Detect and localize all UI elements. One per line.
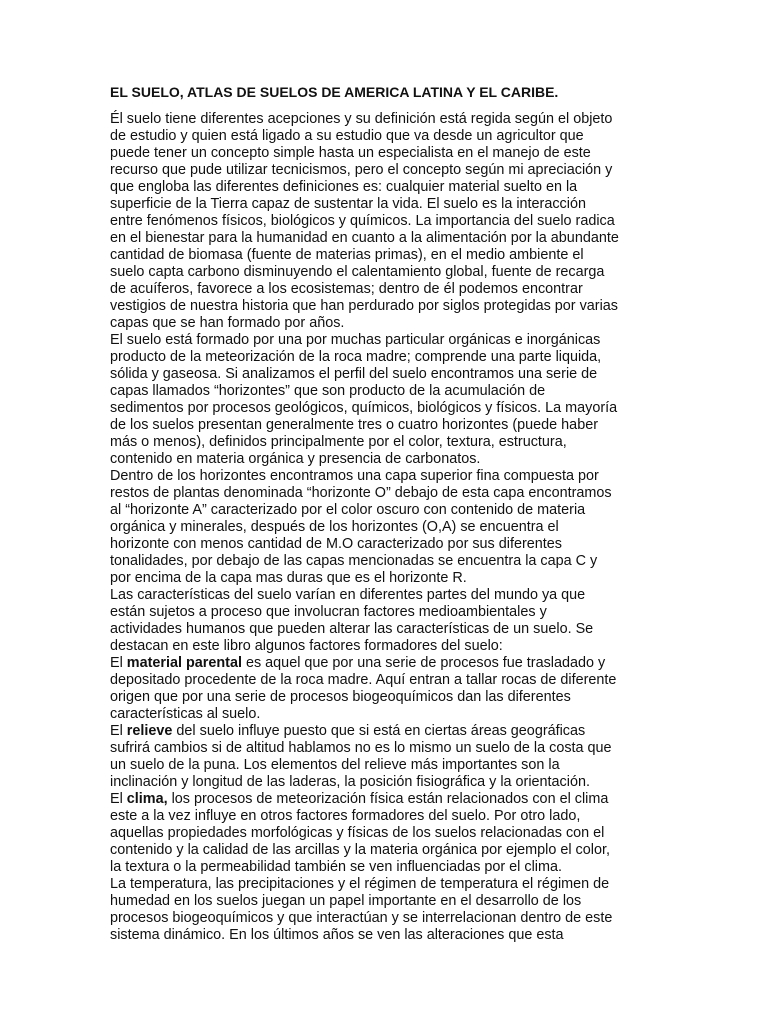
text-line: más o menos), definidos principalmente por el color, textura, estructura, [110,434,567,450]
text-line: en el bienestar para la humanidad en cuanto a la alimentación por la abundante [110,230,619,246]
text-run: es aquel que por una serie de procesos fue trasladado y [241,655,606,671]
text-line: Las características del suelo varían en diferentes partes del mundo ya que [110,587,586,603]
text-line: cantidad de biomasa (fuente de materias primas), en el medio ambiente el [110,247,584,263]
document-page [110,84,662,944]
text-run: del suelo influye puesto que si está en ciertas áreas geográficas [172,723,586,739]
text-line: de estudio y quien está ligado a su estudio que va desde un agricultor que [110,128,584,144]
text-line: sedimentos por procesos geológicos, químicos, biológicos y físicos. La mayoría [110,400,618,416]
text-line: La temperatura, las precipitaciones y el régimen de temperatura el régimen de [110,876,610,892]
text-line: restos de plantas denominada “horizonte O” debajo de esta capa encontramos [110,485,612,501]
text-line: vestigios de nuestra historia que han perdurado por siglos protegidas por varias [110,298,618,314]
text-line: este a la vez influye en otros factores formadores del suelo. Por otro lado, [110,808,581,824]
bold-term: relieve [126,723,173,739]
text-line: entre fenómenos físicos, biológicos y químicos. La importancia del suelo radica [110,213,615,229]
text-line: que engloba las diferentes definiciones es: cualquier material suelto en la [110,179,578,195]
text-line: Él suelo tiene diferentes acepciones y su definición está regida según el objeto [110,111,613,127]
text-line: origen que por una serie de procesos biogeoquímicos dan las diferentes [110,689,571,705]
paragraph-climate [110,791,662,876]
text-line: están sujetos a proceso que involucran factores medioambientales y [110,604,547,620]
text-line: recurso que pude utilizar tecnicismos, pero el concepto según mi apreciación y [110,162,613,178]
text-run: los procesos de meteorización física están relacionados con el clima [167,791,609,807]
text-line: al “horizonte A” caracterizado por el color oscuro con contenido de materia [110,502,586,518]
text-line: un suelo de la puna. Los elementos del relieve más importantes son la [110,757,560,773]
text-line: por encima de la capa mas duras que es el horizonte R. [110,570,467,586]
text-run: El [110,791,127,807]
text-line: suelo capta carbono disminuyendo el calentamiento global, fuente de recarga [110,264,605,280]
text-line: de acuíferos, favorece a los ecosistemas; dentro de él podemos encontrar [110,281,583,297]
document-title: EL SUELO, ATLAS DE SUELOS DE AMERICA LATINA Y EL CARIBE. [110,84,559,100]
text-line: horizonte con menos cantidad de M.O caracterizado por sus diferentes [110,536,562,552]
text-line: contenido en materia orgánica y presencia de carbonatos. [110,451,481,467]
text-line [110,655,662,672]
text-run: El [110,655,127,671]
text-line: tonalidades, por debajo de las capas mencionadas se encuentra la capa C y [110,553,598,569]
text-line: actividades humanos que pueden alterar las características de un suelo. Se [110,621,594,637]
text-line: orgánica y minerales, después de los horizontes (O,A) se encuentra el [110,519,559,535]
paragraph-characteristics [110,587,662,655]
bold-term: clima, [126,791,168,807]
text-line: contenido y la calidad de las arcillas y la materia orgánica por ejemplo el color, [110,842,610,858]
paragraph-definition [110,111,662,332]
text-line [110,791,662,808]
bold-term: material parental [126,655,242,671]
paragraph-horizons [110,468,662,587]
paragraph-relief [110,723,662,791]
text-line: El suelo está formado por una por muchas particular orgánicas e inorgánicas [110,332,601,348]
text-line: capas que se han formado por años. [110,315,345,331]
text-line: la textura o la permeabilidad también se ven influenciadas por el clima. [110,859,562,875]
text-line: destacan en este libro algunos factores formadores del suelo: [110,638,503,654]
text-run: El [110,723,127,739]
text-line: puede tener un concepto simple hasta un especialista en el manejo de este [110,145,591,161]
text-line: capas llamados “horizontes” que son producto de la acumulación de [110,383,546,399]
text-line: inclinación y longitud de las laderas, la posición fisiográfica y la orientación. [110,774,590,790]
text-line: procesos biogeoquímicos y que interactúan y se interrelacionan dentro de este [110,910,613,926]
text-line: aquellas propiedades morfológicas y físicas de los suelos relacionadas con el [110,825,605,841]
paragraph-soil-composition [110,332,662,468]
text-line: superficie de la Tierra capaz de sustentar la vida. El suelo es la interacción [110,196,586,212]
paragraph-parent-material [110,655,662,723]
text-line [110,723,662,740]
text-line: de los suelos presentan generalmente tres o cuatro horizontes (puede haber [110,417,598,433]
text-line: humedad en los suelos juegan un papel importante en el desarrollo de los [110,893,582,909]
text-line: producto de la meteorización de la roca madre; comprende una parte liquida, [110,349,602,365]
text-line: Dentro de los horizontes encontramos una capa superior fina compuesta por [110,468,599,484]
text-line: sólida y gaseosa. Si analizamos el perfil del suelo encontramos una serie de [110,366,598,382]
text-line: sufrirá cambios si de altitud hablamos no es lo mismo un suelo de la costa que [110,740,612,756]
text-line: características al suelo. [110,706,261,722]
text-line: depositado procedente de la roca madre. Aquí entran a tallar rocas de diferente [110,672,617,688]
text-line: sistema dinámico. En los últimos años se ven las alteraciones que esta [110,927,564,943]
paragraph-temperature [110,876,662,944]
